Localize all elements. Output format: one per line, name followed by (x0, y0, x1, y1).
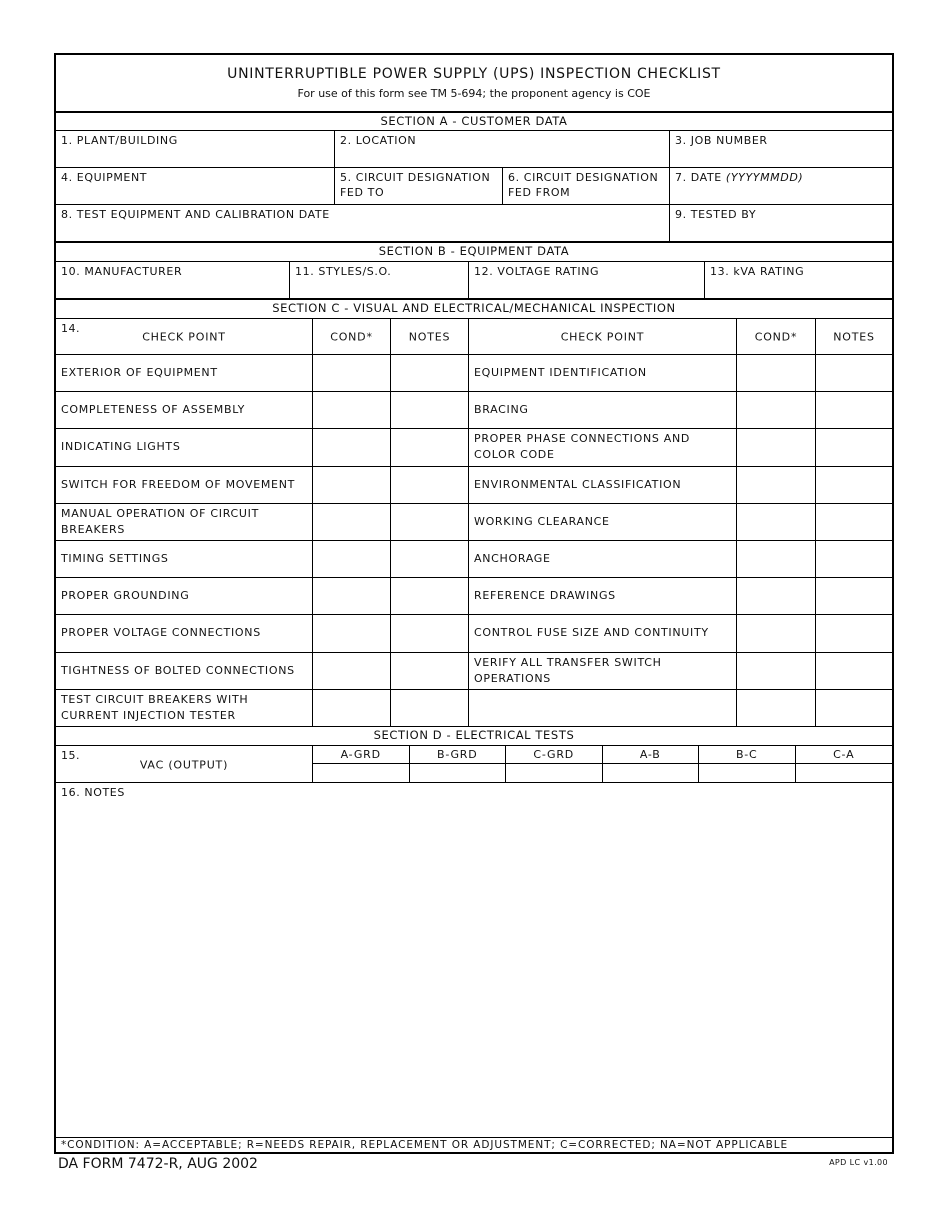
table-row (56, 391, 892, 428)
col-cond-right: COND* (754, 330, 798, 343)
cond-left-cell[interactable] (313, 355, 391, 391)
check-point-label: SWITCH FOR FREEDOM OF MOVEMENT (61, 477, 296, 491)
check-point-label: VERIFY ALL TRANSFER SWITCH OPERATIONS (474, 655, 662, 685)
cond-left-cell[interactable] (313, 615, 391, 651)
cond-right-cell[interactable] (737, 392, 816, 428)
cond-left-cell[interactable] (313, 690, 391, 726)
check-point-left (56, 504, 313, 540)
check-point-left (56, 541, 313, 577)
check-point-label: REFERENCE DRAWINGS (474, 589, 616, 603)
notes-right-cell[interactable] (816, 467, 892, 503)
check-point-label: TIGHTNESS OF BOLTED CONNECTIONS (61, 663, 295, 677)
check-point-label: PROPER VOLTAGE CONNECTIONS (61, 626, 261, 640)
check-point-label: ENVIRONMENTAL CLASSIFICATION (474, 477, 682, 491)
kva-rating-field[interactable]: 13. kVA RATING (710, 265, 805, 278)
notes-label: 16. NOTES (61, 786, 125, 799)
cond-right-cell[interactable] (737, 690, 816, 726)
table-row (56, 689, 892, 726)
cond-right-cell[interactable] (737, 355, 816, 391)
circuit-fed-from-field[interactable]: 6. CIRCUIT DESIGNATION FED FROM (503, 168, 670, 204)
check-point-right (469, 578, 737, 614)
section-d-header: SECTION D - ELECTRICAL TESTS (56, 726, 892, 745)
vac-column-c-a (796, 746, 893, 782)
check-point-left (56, 578, 313, 614)
notes-right-cell[interactable] (816, 355, 892, 391)
notes-left-cell[interactable] (391, 690, 469, 726)
check-point-right (469, 467, 737, 503)
cond-left-cell[interactable] (313, 653, 391, 689)
vac-column-header: A-GRD (313, 746, 409, 764)
vac-value-cell[interactable] (410, 764, 506, 782)
date-field[interactable]: 7. DATE (YYYYMMDD) (675, 171, 804, 184)
vac-column-b-grd (410, 746, 507, 782)
form-title: UNINTERRUPTIBLE POWER SUPPLY (UPS) INSPECTION CHECKLIST (227, 66, 721, 82)
check-point-left (56, 355, 313, 391)
check-point-left (56, 429, 313, 465)
check-point-right (469, 429, 737, 465)
check-point-label: INDICATING LIGHTS (61, 440, 181, 454)
equipment-row (56, 261, 892, 298)
tested-by-field[interactable]: 9. TESTED BY (675, 208, 757, 221)
vac-column-c-grd (506, 746, 603, 782)
vac-column-header: C-GRD (506, 746, 602, 764)
check-point-right (469, 541, 737, 577)
cond-right-cell[interactable] (737, 467, 816, 503)
section-c-header: SECTION C - VISUAL AND ELECTRICAL/MECHANICAL INSPECTION (56, 298, 892, 318)
notes-left-cell[interactable] (391, 653, 469, 689)
cond-left-cell[interactable] (313, 467, 391, 503)
notes-left-cell[interactable] (391, 392, 469, 428)
table-row (56, 540, 892, 577)
section-a-header: SECTION A - CUSTOMER DATA (56, 111, 892, 130)
check-point-label: EQUIPMENT IDENTIFICATION (474, 366, 647, 380)
cond-right-cell[interactable] (737, 504, 816, 540)
location-field[interactable]: 2. LOCATION (335, 131, 670, 167)
vac-output-label: VAC (OUTPUT) (139, 758, 229, 772)
notes-right-cell[interactable] (816, 504, 892, 540)
table-row (56, 577, 892, 614)
vac-column-header: A-B (603, 746, 699, 764)
circuit-fed-to-field[interactable]: 5. CIRCUIT DESIGNATION FED TO (335, 168, 503, 204)
check-point-left (56, 615, 313, 651)
check-point-right (469, 392, 737, 428)
check-point-right (469, 690, 737, 726)
styles-field[interactable]: 11. STYLES/S.O. (290, 262, 469, 298)
check-point-left (56, 467, 313, 503)
check-point-label: WORKING CLEARANCE (474, 514, 610, 528)
equipment-field[interactable]: 4. EQUIPMENT (56, 168, 335, 204)
notes-left-cell[interactable] (391, 355, 469, 391)
notes-right-cell[interactable] (816, 653, 892, 689)
col-check-point-left: CHECK POINT (142, 330, 226, 343)
vac-value-cell[interactable] (796, 764, 893, 782)
table-row (56, 503, 892, 540)
col-notes-right: NOTES (833, 330, 875, 343)
plant-building-field[interactable]: 1. PLANT/BUILDING (56, 131, 335, 167)
vac-column-header: B-C (699, 746, 795, 764)
cond-right-cell[interactable] (737, 653, 816, 689)
table-row (56, 614, 892, 651)
check-point-label: CONTROL FUSE SIZE AND CONTINUITY (474, 626, 709, 640)
notes-right-cell[interactable] (816, 541, 892, 577)
check-point-right (469, 355, 737, 391)
check-point-label: ANCHORAGE (474, 552, 551, 566)
check-point-label: COMPLETENESS OF ASSEMBLY (61, 403, 245, 417)
notes-left-cell[interactable] (391, 467, 469, 503)
cond-right-cell[interactable] (737, 578, 816, 614)
check-point-left (56, 690, 313, 726)
vac-column-header: C-A (796, 746, 893, 764)
check-point-right (469, 653, 737, 689)
section-b-header: SECTION B - EQUIPMENT DATA (56, 241, 892, 261)
job-number-field[interactable]: 3. JOB NUMBER (675, 134, 768, 147)
notes-left-cell[interactable] (391, 615, 469, 651)
notes-right-cell[interactable] (816, 690, 892, 726)
cond-left-cell[interactable] (313, 578, 391, 614)
customer-row-1 (56, 130, 892, 167)
notes-left-cell[interactable] (391, 429, 469, 465)
check-point-right (469, 504, 737, 540)
table-row (56, 354, 892, 391)
cond-left-cell[interactable] (313, 392, 391, 428)
check-point-label: BRACING (474, 403, 529, 417)
notes-left-cell[interactable] (391, 541, 469, 577)
table-row (56, 652, 892, 689)
col-notes-left: NOTES (408, 330, 451, 343)
manufacturer-field[interactable]: 10. MANUFACTURER (56, 262, 290, 298)
check-point-right (469, 615, 737, 651)
title-block (56, 55, 892, 111)
cond-right-cell[interactable] (737, 429, 816, 465)
check-point-label: PROPER GROUNDING (61, 589, 190, 603)
notes-right-cell[interactable] (816, 429, 892, 465)
vac-column-a-grd (313, 746, 410, 782)
vac-column-header: B-GRD (410, 746, 506, 764)
check-point-label: MANUAL OPERATION OF CIRCUIT BREAKERS (61, 506, 259, 536)
vac-value-cell[interactable] (506, 764, 602, 782)
table-row (56, 466, 892, 503)
table-row (56, 428, 892, 465)
electrical-tests-row: 15. VAC (OUTPUT) A-GRD B-GRD C-GRD A-B B-C C-A (56, 745, 892, 782)
customer-row-3 (56, 204, 892, 241)
notes-left-cell[interactable] (391, 504, 469, 540)
check-point-label: TEST CIRCUIT BREAKERS WITH CURRENT INJECTION TESTER (61, 692, 249, 722)
notes-area[interactable] (56, 782, 892, 1137)
form-number: DA FORM 7472-R, AUG 2002 (58, 1156, 258, 1172)
notes-right-cell[interactable] (816, 578, 892, 614)
notes-right-cell[interactable] (816, 615, 892, 651)
vac-value-cell[interactable] (699, 764, 795, 782)
voltage-rating-field[interactable]: 12. VOLTAGE RATING (469, 262, 705, 298)
checklist-header-row: 14. CHECK POINT COND* NOTES CHECK POINT COND* NOTES (56, 318, 892, 354)
inspection-form (54, 53, 894, 1154)
col-cond-left: COND* (330, 330, 373, 343)
check-point-left (56, 392, 313, 428)
col-check-point-right: CHECK POINT (560, 330, 645, 343)
form-subtitle: For use of this form see TM 5-694; the proponent agency is COE (297, 87, 651, 100)
cond-left-cell[interactable] (313, 429, 391, 465)
customer-row-2 (56, 167, 892, 204)
condition-legend: *CONDITION: A=ACCEPTABLE; R=NEEDS REPAIR, REPLACEMENT OR ADJUSTMENT; C=CORRECTED; NA=NOT APPLICABLE (56, 1137, 892, 1152)
form-version: APD LC v1.00 (829, 1158, 888, 1167)
notes-right-cell[interactable] (816, 392, 892, 428)
cond-left-cell[interactable] (313, 504, 391, 540)
check-point-label: EXTERIOR OF EQUIPMENT (61, 366, 218, 380)
check-point-label: PROPER PHASE CONNECTIONS AND COLOR CODE (474, 432, 691, 462)
vac-value-cell[interactable] (313, 764, 409, 782)
cond-left-cell[interactable] (313, 541, 391, 577)
test-equipment-field[interactable]: 8. TEST EQUIPMENT AND CALIBRATION DATE (56, 205, 670, 241)
vac-column-b-c (699, 746, 796, 782)
vac-column-a-b (603, 746, 700, 782)
check-point-label: TIMING SETTINGS (61, 552, 169, 566)
vac-value-cell[interactable] (603, 764, 699, 782)
cond-right-cell[interactable] (737, 541, 816, 577)
notes-left-cell[interactable] (391, 578, 469, 614)
check-point-left (56, 653, 313, 689)
cond-right-cell[interactable] (737, 615, 816, 651)
